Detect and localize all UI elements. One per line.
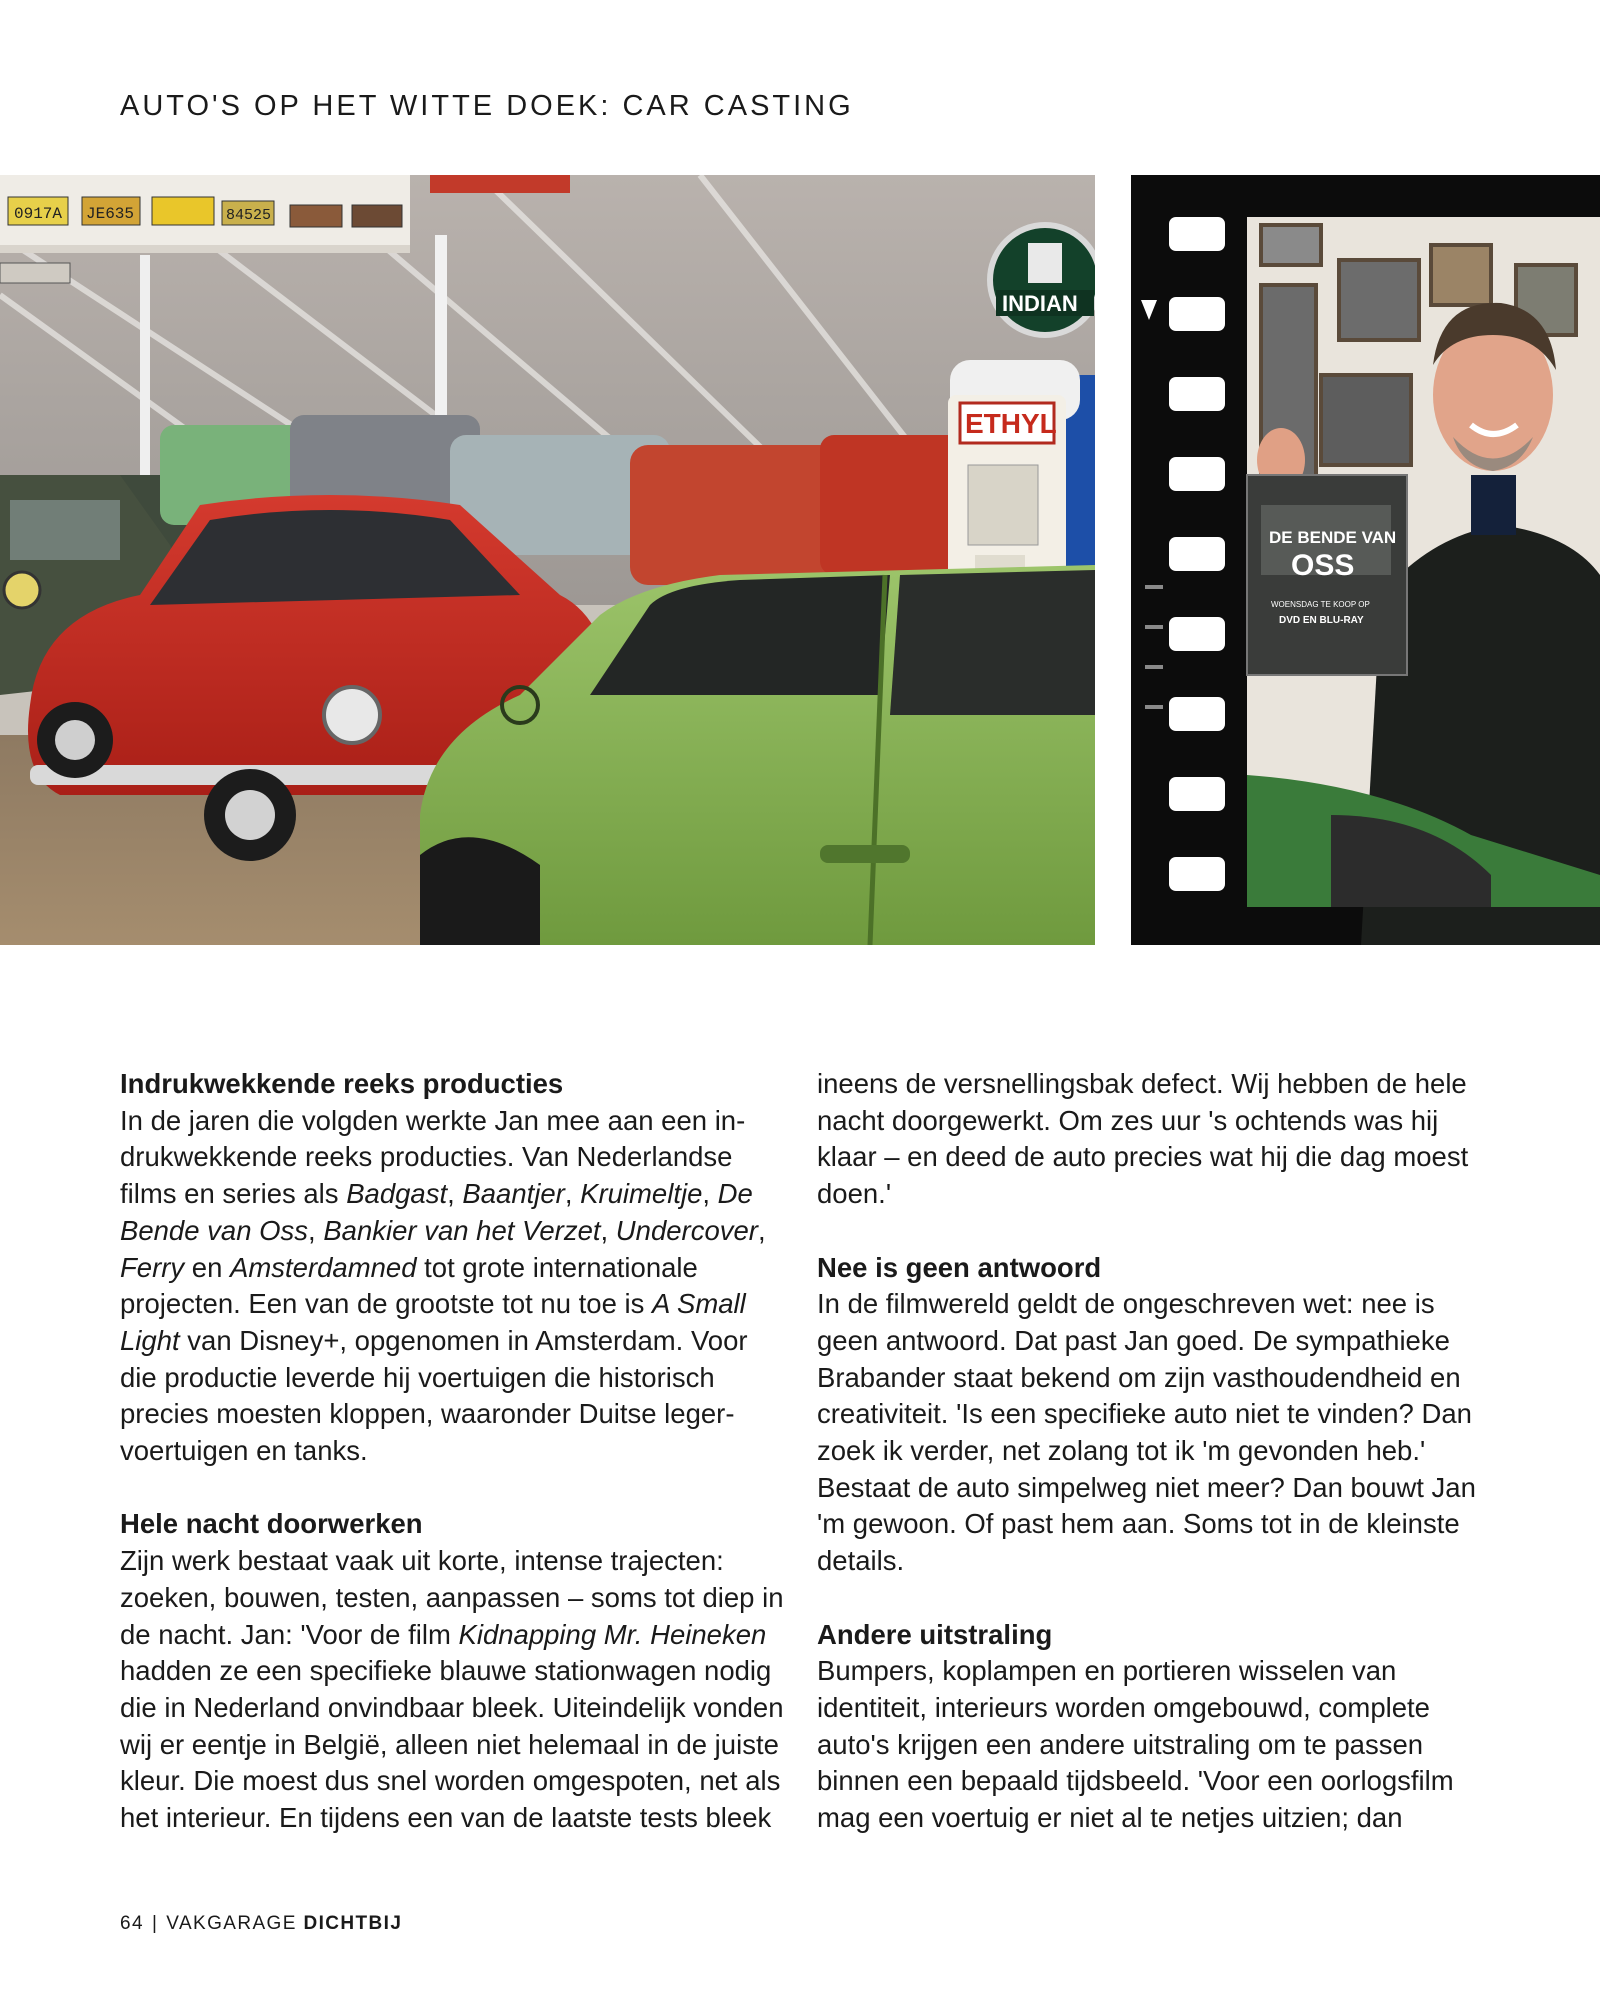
section-heading-no-answer: Nee is geen antwoord (817, 1251, 1102, 1283)
svg-text:0917A: 0917A (14, 205, 63, 223)
page-footer (120, 1913, 402, 1935)
article-column-right (817, 1066, 1487, 1837)
indian-sign (990, 225, 1095, 335)
section-kicker: AUTO'S OP HET WITTE DOEK: CAR CASTING (120, 90, 854, 122)
section-heading-productions: Indrukwekkende reeks producties (120, 1068, 564, 1099)
svg-text:INDIAN: INDIAN (1002, 291, 1078, 316)
article-column-left (120, 1066, 790, 1837)
section-heading-night-work: Hele nacht doorwerken (120, 1508, 423, 1540)
film-perforations (1169, 217, 1225, 891)
paragraph-no-answer: In de filmwereld geldt de ongeschreven wet: nee is geen antwoord. Dat past Jan goed. De sympathieke Brabander staat bekend om zijn vasthoudendheid en creativiteit. 'Is een specifieke auto niet te vinden? Dan zoek ik verder, net zolang tot ik 'm gevonden heb.' Bestaat de auto simpelweg niet meer? Dan bouwt Jan 'm gewoon. Of past hem aan. Soms tot in de kleinste details. (817, 1288, 1476, 1577)
paragraph-different-look: Bumpers, koplampen en portieren wisselen van identiteit, interieurs worden omgebouwd, complete auto's krijgen een andere uitstraling om te passen binnen een bepaald tijdsbeeld. 'Voor een oorlogsfilm mag een voertuig er niet al te netjes uitzien; dan (817, 1655, 1454, 1834)
svg-text:ETHYL: ETHYL (965, 408, 1057, 439)
page-number: 64 (120, 1913, 144, 1934)
dvd-cover (1247, 475, 1407, 675)
svg-text:DVD EN BLU-RAY: DVD EN BLU-RAY (1279, 615, 1364, 626)
svg-text:84525: 84525 (226, 207, 272, 224)
section-heading-different-look: Andere uitstraling (817, 1618, 1053, 1650)
paragraph-productions: In de jaren die volgden werkte Jan mee aan een in-drukwekkende reeks producties. Van Nederlandse films en series als Badgast, Baantjer, Kruimeltje, De Bende van Oss, Bankier van het Verzet, Undercover, Ferry en Amsterdamned tot grote internationale projecten. Een van de grootste tot nu toe is A Small Light van Disney+, opgenomen in Amsterdam. Voor die productie leverde hij voertuigen die historisch precies moesten kloppen, waaronder Duitse leger-voertuigen en tanks. (120, 1104, 766, 1467)
svg-text:JE635: JE635 (86, 205, 135, 223)
svg-text:WOENSDAG TE KOOP OP: WOENSDAG TE KOOP OP (1271, 600, 1370, 609)
magazine-name-bold: DICHTBIJ (303, 1913, 403, 1934)
paragraph-night-work-continued: ineens de versnellingsbak defect. Wij hebben de hele nacht doorgewerkt. Om zes uur 's ochtends was hij klaar – en deed de auto precies wat hij die dag moest doen.' (817, 1068, 1469, 1210)
svg-text:DE BENDE VAN: DE BENDE VAN (1269, 528, 1397, 547)
svg-text:OSS: OSS (1291, 549, 1355, 582)
footer-separator: | (151, 1913, 159, 1934)
film-strip-photo (1131, 175, 1600, 945)
paragraph-night-work: Zijn werk bestaat vaak uit korte, intense trajecten: zoeken, bouwen, testen, aanpassen – soms tot diep in de nacht. Jan: 'Voor de film Kidnapping Mr. Heineken hadden ze een specifieke blauwe stationwagen nodig die in Nederland onvindbaar bleek. Uiteindelijk vonden wij er eentje in België, alleen niet helemaal in de juiste kleur. Die moest dus snel worden omgespoten, net als het interieur. En tijdens een van de laatste tests bleek (120, 1545, 784, 1834)
car-museum-photo (0, 175, 1095, 945)
magazine-name: VAKGARAGE (166, 1913, 297, 1934)
